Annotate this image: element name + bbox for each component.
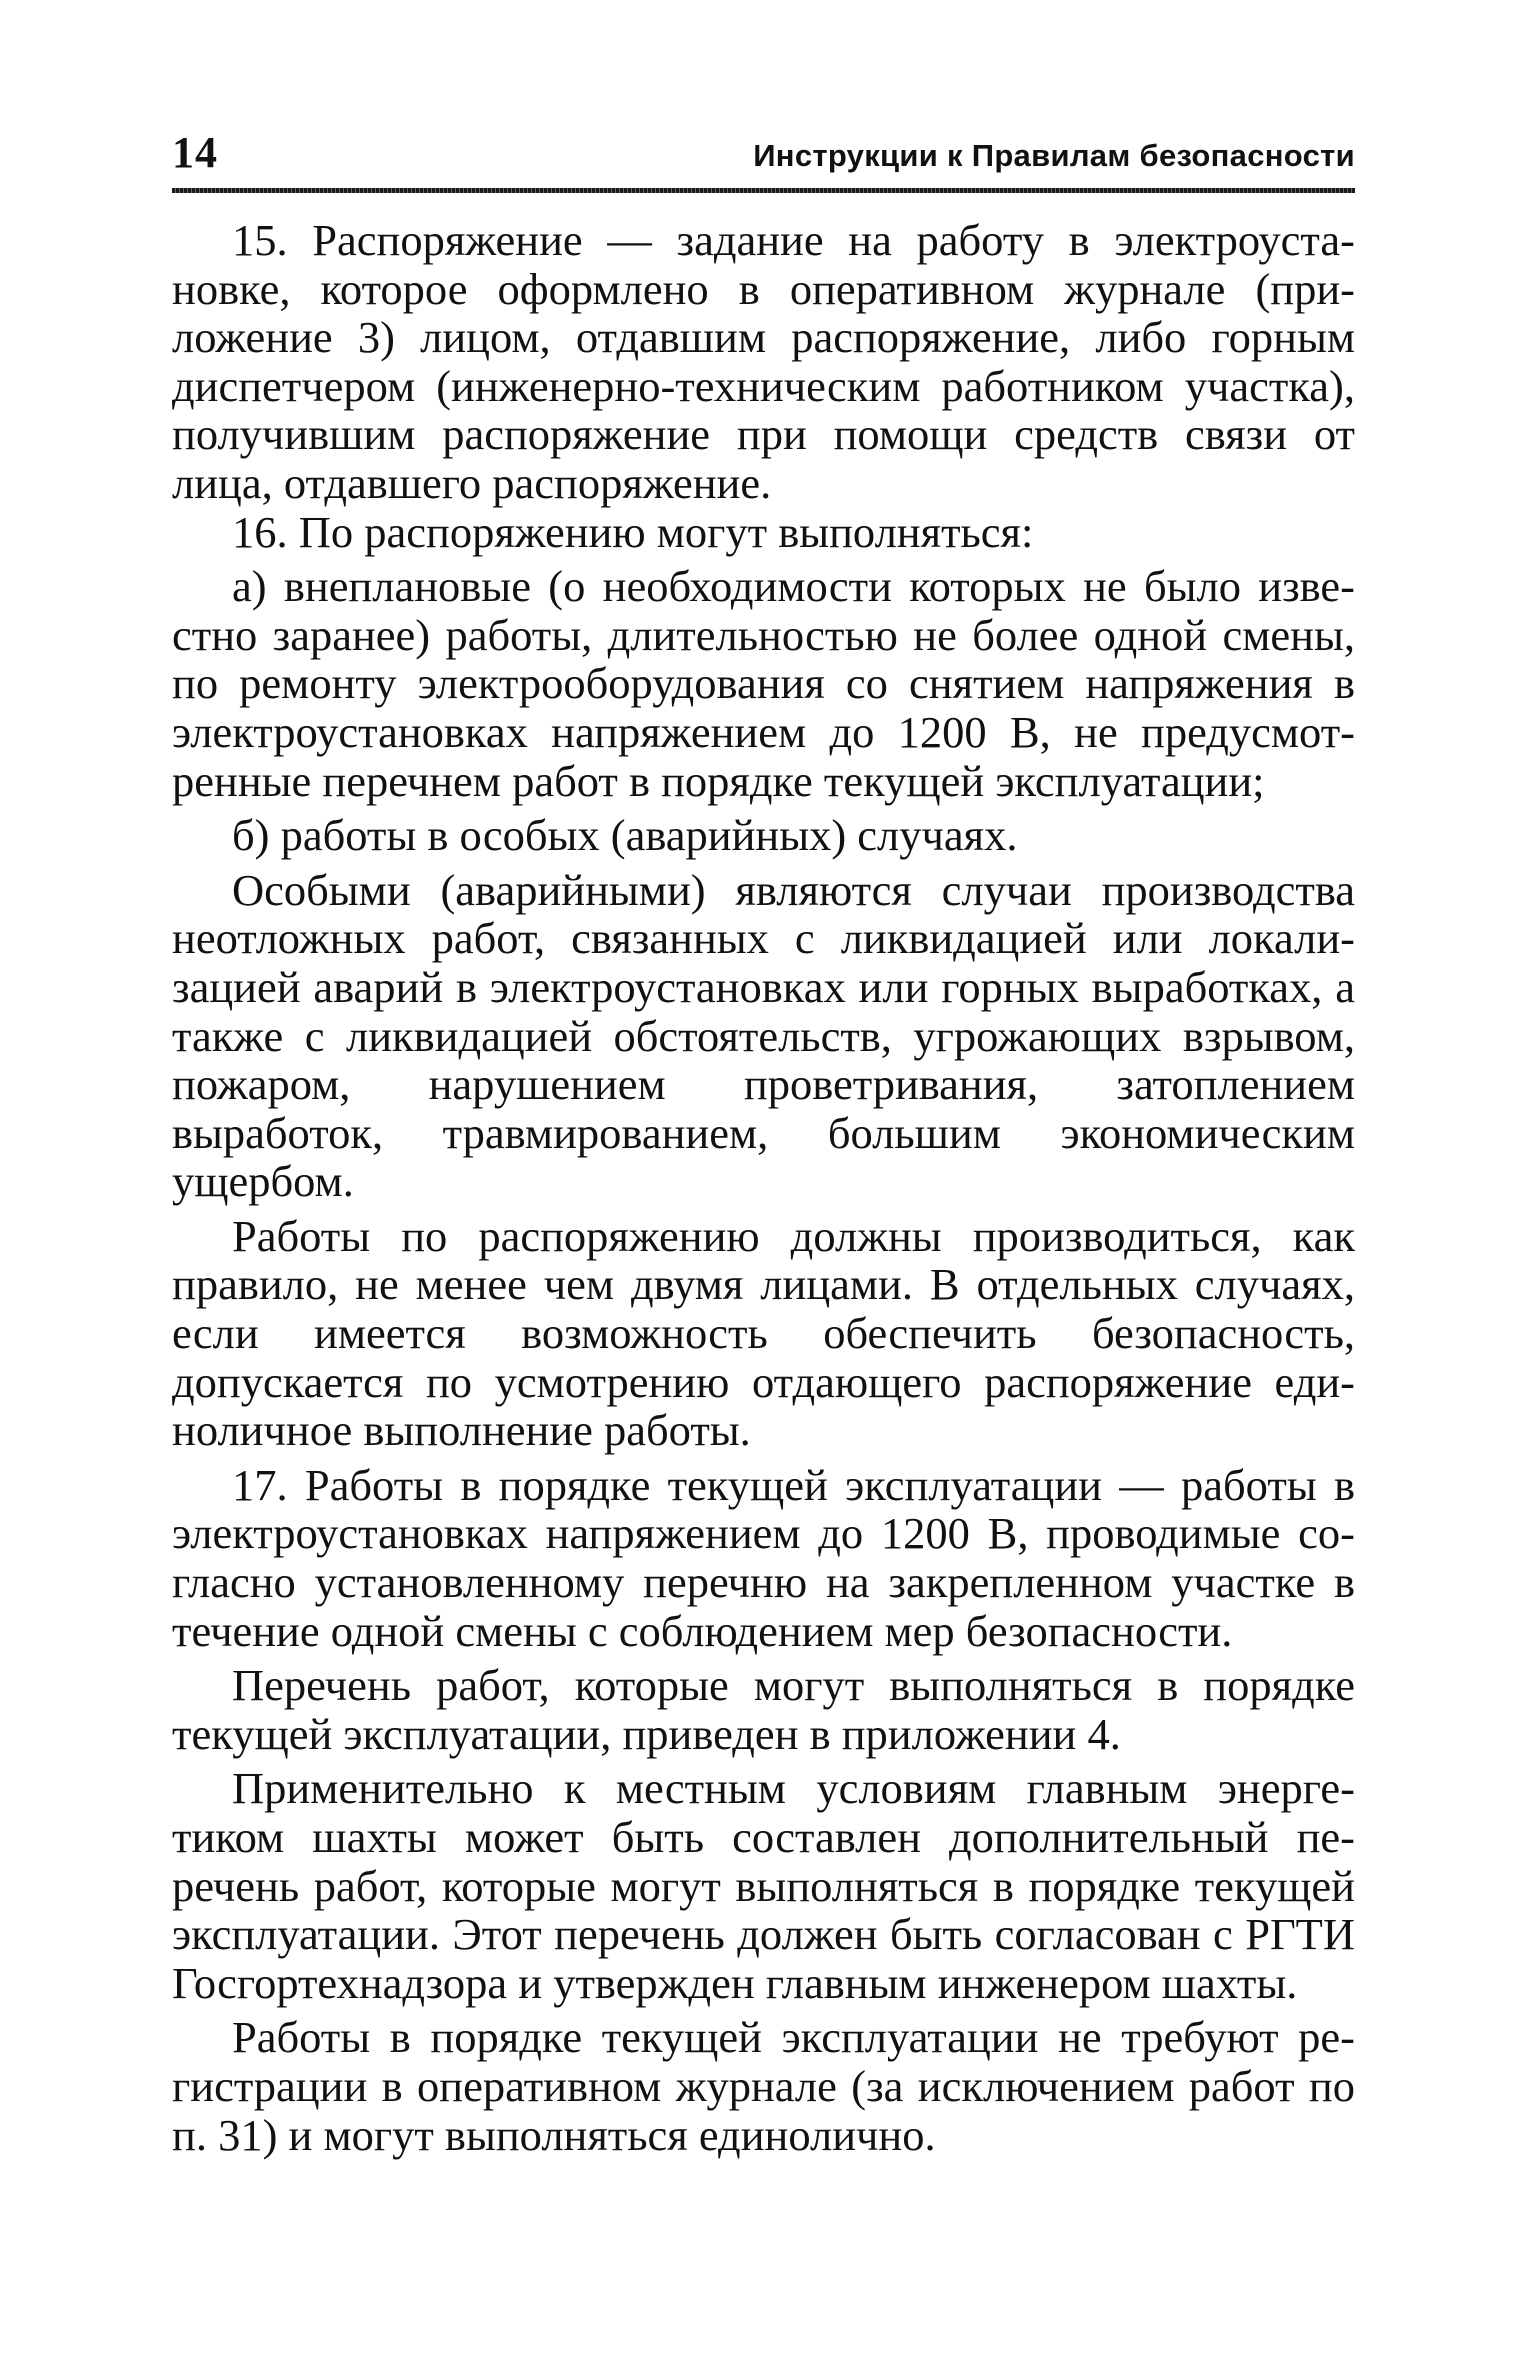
paragraph-emergency-cases: Особыми (аварийными) являются случаи производства неотложных работ, связанных с ликвидацией или локализацией аварий в электроустановках или горных выработках, а также с ликвидацией обстоятельств, угрожающих взрывом, пожаром, нарушением проветривания, затоплением выработок, травмированием, большим экономическим ущербом.	[172, 864, 1355, 1207]
paragraph-no-registration: Работы в порядке текущей эксплуатации не требуют регистрации в оперативном журнале (за исключением работ по п. 31) и могут выполняться единолично.	[172, 2012, 1355, 2160]
header-rule	[172, 188, 1355, 193]
paragraph-16-intro: 16. По распоряжению могут выполняться:	[232, 506, 1034, 557]
paragraph-15-definition: 15. Распоряжение — задание на работу в электроустановке, которое оформлено в оперативном журнале (приложение 3) лицом, отдавшим распоряжение, либо горным диспетчером (инженерно-техническим работником участка), получившим распоряжение при помощи средств связи от лица, отдавшего распоряжение.	[172, 215, 1355, 508]
running-title: Инструкции к Правилам безопасности	[753, 138, 1355, 173]
page-number: 14	[172, 128, 218, 177]
page-header	[172, 128, 1355, 184]
paragraph-17-definition: 17. Работы в порядке текущей эксплуатации — работы в электроустановках напряжением до 1200 В, проводимые согласно установленному перечню на закрепленном участке в течение одной смены с соблюдением мер безопасности.	[172, 1459, 1355, 1656]
body-text	[172, 216, 1355, 2159]
paragraph-work-list: Перечень работ, которые могут выполняться в порядке текущей эксплуатации, приведен в приложении 4.	[172, 1660, 1355, 1759]
paragraph-two-persons: Работы по распоряжению должны производиться, как правило, не менее чем двумя лицами. В отдельных случаях, если имеется возможность обеспечить безопасность, допускается по усмотрению отдающего распоряжение единоличное выполнение работы.	[172, 1210, 1355, 1456]
list-item-b: б) работы в особых (аварийных) случаях.	[232, 810, 1018, 861]
paragraph-additional-list: Применительно к местным условиям главным энергетиком шахты может быть составлен дополнительный перечень работ, которые могут выполняться в порядке текущей эксплуатации. Этот перечень должен быть согласован с РГТИ Госгортехнадзора и утвержден главным инженером шахты.	[172, 1763, 1355, 2008]
list-item-a: а) внеплановые (о необходимости которых не было известно заранее) работы, длительностью не более одной смены, по ремонту электрооборудования со снятием напряжения в электроустановках напряжением до 1200 В, не предусмотренные перечнем работ в порядке текущей эксплуатации;	[172, 561, 1355, 806]
